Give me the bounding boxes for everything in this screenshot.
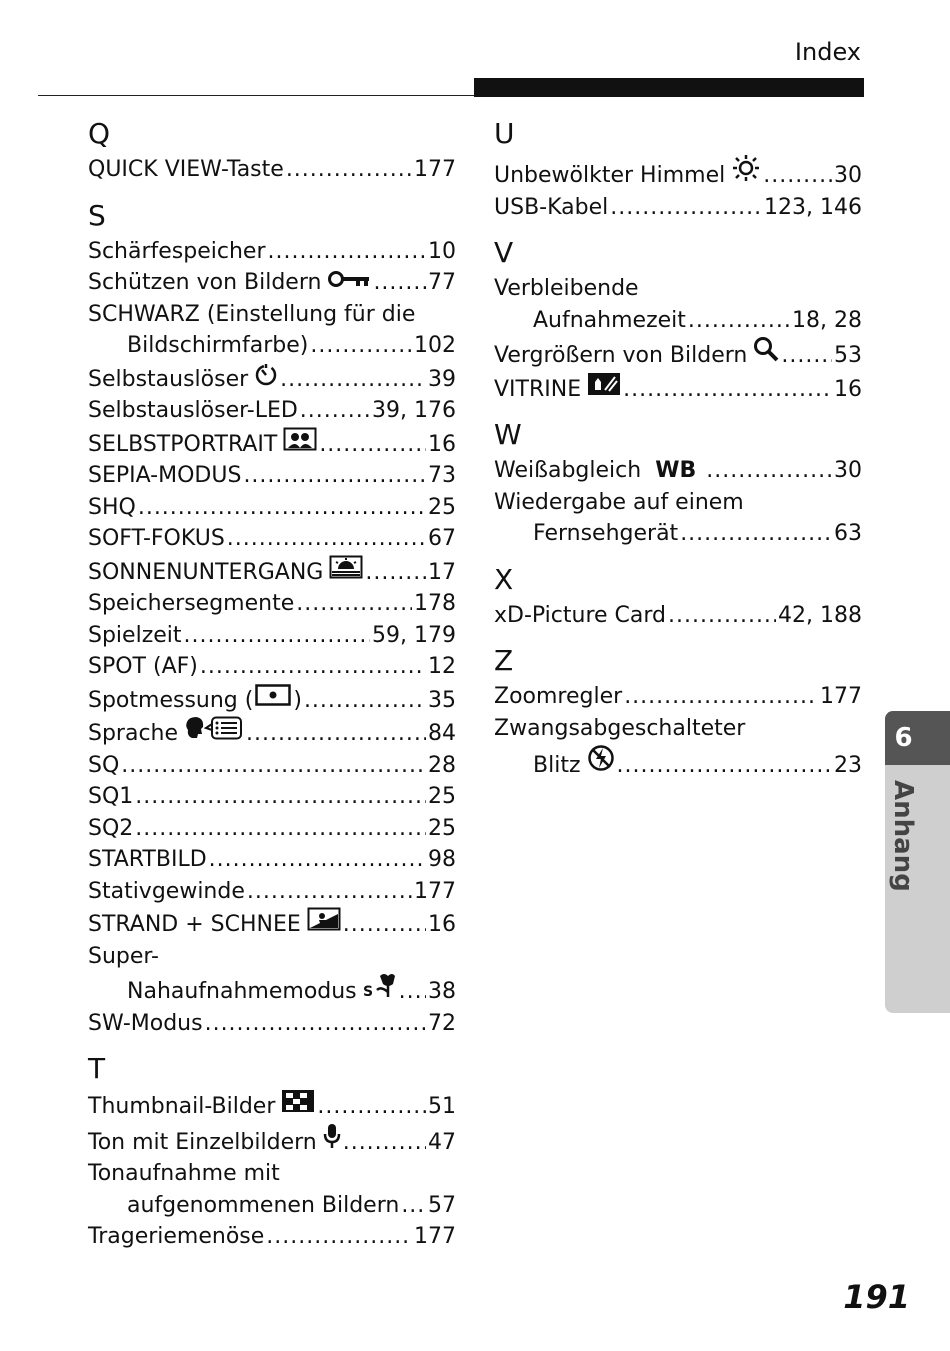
index-term: Spotmessung ( [88, 687, 254, 713]
index-term: Vergrößern von Bildern [494, 343, 748, 368]
index-entry [88, 1008, 456, 1040]
index-term: USB-Kabel [494, 194, 609, 220]
self-timer-icon [254, 362, 278, 386]
index-letter-heading: W [494, 418, 522, 451]
dot-leader [304, 685, 426, 717]
index-page-ref: 39 [428, 366, 456, 392]
dot-leader [121, 750, 426, 782]
index-page-ref: 72 [428, 1010, 456, 1036]
index-term: Tonaufnahme mit [88, 1161, 280, 1186]
thumbnail-icon [281, 1089, 315, 1113]
index-entry [88, 299, 456, 331]
index-letter-heading: Q [88, 117, 111, 150]
dot-leader [286, 154, 412, 186]
index-entry [88, 460, 456, 492]
dot-leader [399, 976, 426, 1008]
index-term: SQ1 [88, 784, 134, 809]
index-term: Weißabgleich [494, 458, 642, 483]
index-section-w [494, 415, 862, 550]
dot-leader [610, 192, 762, 224]
index-term: Schützen von Bildern [88, 270, 322, 295]
index-term: VITRINE [494, 376, 582, 402]
index-entry [494, 192, 862, 224]
index-term: Fernsehgerät [533, 521, 679, 546]
index-page-ref: 57 [428, 1192, 456, 1218]
index-page-ref: 67 [428, 526, 456, 551]
index-page-ref: 63 [834, 521, 862, 546]
index-letter-heading: U [494, 117, 515, 150]
index-term: Speichersegmente [88, 591, 295, 616]
dot-leader [246, 718, 426, 750]
index-letter-heading: X [494, 562, 514, 596]
index-term-suffix: ) [293, 687, 302, 713]
index-page-ref: 53 [834, 343, 862, 368]
index-entry [88, 844, 456, 876]
index-page-ref: 84 [428, 721, 456, 746]
index-section-z [494, 641, 862, 782]
index-term: SHQ [88, 494, 136, 520]
dot-leader [373, 267, 426, 299]
index-entry [88, 750, 456, 782]
index-entry [494, 273, 862, 305]
dot-leader [319, 429, 426, 461]
index-entry [88, 427, 456, 461]
index-term: xD-Picture Card [494, 602, 667, 628]
index-section-u [494, 114, 862, 223]
index-term: Selbstauslöser [88, 366, 249, 392]
index-page-ref: 177 [414, 1224, 456, 1249]
dot-leader [781, 340, 832, 372]
index-entry [88, 876, 456, 908]
index-term: Blitz [533, 753, 581, 778]
index-letter-heading: Z [494, 644, 514, 677]
index-section-t [88, 1049, 456, 1253]
index-entry [88, 1158, 456, 1190]
key-icon [327, 269, 371, 289]
dot-leader [200, 651, 426, 683]
index-term: SQ2 [88, 815, 134, 841]
dot-leader [138, 492, 426, 524]
index-entry [88, 651, 456, 683]
index-page-ref: 35 [428, 687, 456, 713]
super-macro-icon [363, 972, 397, 998]
dot-leader [184, 620, 371, 652]
index-page-ref: 59, 179 [372, 622, 456, 648]
index-term: Spielzeit [88, 622, 182, 648]
dot-leader [280, 364, 426, 396]
language-icon [184, 716, 244, 740]
index-term: aufgenommenen Bildern [127, 1192, 400, 1218]
dot-leader [296, 588, 412, 620]
index-entry [88, 1089, 456, 1123]
dot-leader [668, 600, 776, 632]
svg-text:S: S [362, 984, 373, 998]
index-term: QUICK VIEW-Taste [88, 157, 284, 182]
index-column-left [88, 112, 456, 1263]
index-letter-heading: V [494, 236, 514, 269]
index-term: Ton mit Einzelbildern [88, 1129, 317, 1155]
index-page-ref: 42, 188 [778, 602, 862, 628]
dot-leader [623, 374, 832, 406]
index-term: Unbewölkter Himmel [494, 163, 726, 188]
header-thick-bar [474, 78, 864, 97]
index-entry [88, 588, 456, 620]
index-page-ref: 38 [428, 979, 456, 1004]
index-page-ref: 12 [428, 654, 456, 679]
index-entry [494, 336, 862, 372]
index-term: SQ [88, 752, 120, 778]
dot-leader [243, 460, 426, 492]
index-term: Sprache [88, 721, 179, 746]
index-term: Selbstauslöser-LED [88, 398, 298, 423]
index-entry [88, 492, 456, 524]
dot-leader [205, 1008, 426, 1040]
dot-leader [343, 1127, 426, 1159]
page-header-title: Index [794, 38, 861, 66]
index-entry [88, 972, 456, 1008]
dot-leader [268, 236, 426, 268]
index-term: SCHWARZ (Einstellung für die [88, 301, 416, 327]
index-page-ref: 177 [414, 157, 456, 182]
spot-metering-icon [255, 683, 291, 707]
header-thin-rule [38, 95, 474, 96]
index-entry [88, 362, 456, 396]
flash-off-icon [587, 744, 615, 772]
dot-leader [209, 844, 426, 876]
index-entry [494, 487, 862, 519]
index-entry [88, 1190, 456, 1222]
index-entry [494, 305, 862, 337]
index-entry [88, 1221, 456, 1253]
index-entry [88, 907, 456, 941]
index-page-ref: 16 [428, 912, 456, 937]
index-entry [494, 372, 862, 406]
dot-leader [266, 1221, 412, 1253]
index-page-ref: 178 [414, 591, 456, 616]
index-entry [88, 620, 456, 652]
index-section-q [88, 114, 456, 186]
index-term: STRAND + SCHNEE [88, 912, 301, 937]
index-page-ref: 17 [428, 559, 456, 585]
index-term: Bildschirmfarbe) [127, 333, 309, 358]
sun-icon [731, 154, 761, 182]
beach-snow-icon [307, 907, 341, 931]
dot-leader [317, 1091, 426, 1123]
index-entry [88, 1123, 456, 1159]
dot-leader [680, 518, 832, 550]
index-page-ref: 177 [414, 878, 456, 904]
index-page-ref: 39, 176 [372, 398, 456, 423]
index-term: Nahaufnahmemodus [127, 979, 357, 1004]
index-entry [88, 941, 456, 973]
index-term: SPOT (AF) [88, 654, 198, 679]
index-page-ref: 77 [428, 270, 456, 295]
index-term: SW-Modus [88, 1010, 203, 1036]
index-letter-heading: T [88, 1052, 106, 1085]
index-term: Aufnahmezeit [533, 307, 686, 333]
index-column-right [494, 112, 862, 792]
sunset-icon [329, 555, 363, 579]
index-term: SOFT-FOKUS [88, 526, 225, 551]
dot-leader [763, 160, 832, 192]
dot-leader [300, 395, 370, 427]
index-term: Verbleibende [494, 276, 639, 301]
index-page-ref: 177 [820, 684, 862, 709]
index-term: Thumbnail-Bilder [88, 1094, 276, 1119]
dot-leader [365, 557, 426, 589]
dot-leader [247, 876, 412, 908]
dot-leader [227, 523, 426, 555]
dot-leader [135, 781, 426, 813]
index-term: Super- [88, 943, 159, 969]
index-entry [494, 455, 862, 487]
vitrine-icon [587, 372, 621, 396]
index-entry [88, 716, 456, 750]
index-entry [88, 154, 456, 186]
index-entry [88, 523, 456, 555]
zoom-icon [753, 336, 779, 362]
index-term: SONNENUNTERGANG [88, 559, 324, 585]
index-entry [88, 330, 456, 362]
index-page-ref: 98 [428, 847, 456, 872]
index-term: Stativgewinde [88, 878, 245, 904]
dot-leader [310, 330, 412, 362]
index-term: Wiedergabe auf einem [494, 489, 744, 515]
index-page-ref: 28 [428, 752, 456, 778]
index-page-ref: 25 [428, 784, 456, 809]
index-entry [88, 555, 456, 589]
index-entry [88, 781, 456, 813]
index-page-ref: 25 [428, 815, 456, 841]
index-term: SEPIA-MODUS [88, 463, 242, 488]
index-entry [88, 267, 456, 299]
index-entry [494, 154, 862, 192]
index-term: Trageriemenöse [88, 1224, 265, 1249]
chapter-tab-label: Anhang [888, 780, 918, 892]
white-balance-icon: WB [655, 458, 697, 483]
dot-leader [706, 455, 832, 487]
self-portrait-icon [283, 427, 317, 451]
dot-leader [624, 681, 818, 713]
index-entry [494, 681, 862, 713]
chapter-tab-number: 6 [885, 711, 950, 765]
index-section-s [88, 196, 456, 1040]
index-page-ref: 102 [414, 333, 456, 358]
index-page-ref: 23 [834, 753, 862, 778]
index-page-ref: 10 [428, 238, 456, 264]
index-page-ref: 47 [428, 1129, 456, 1155]
index-section-v [494, 233, 862, 405]
index-page-ref: 25 [428, 494, 456, 520]
dot-leader [617, 750, 833, 782]
index-term: STARTBILD [88, 847, 207, 872]
index-entry [494, 713, 862, 745]
index-term: Zoomregler [494, 684, 623, 709]
index-page-ref: 123, 146 [764, 194, 862, 220]
dot-leader [401, 1190, 426, 1222]
index-entry [494, 744, 862, 782]
index-section-x [494, 560, 862, 632]
index-page-ref: 30 [834, 458, 862, 483]
index-page-ref: 16 [834, 376, 862, 402]
index-page-ref: 73 [428, 463, 456, 488]
index-page-ref: 18, 28 [792, 307, 862, 333]
index-entry [494, 600, 862, 632]
index-entry [88, 395, 456, 427]
index-entry [494, 518, 862, 550]
index-term: Schärfespeicher [88, 238, 266, 264]
index-page-ref: 16 [428, 431, 456, 457]
index-entry [88, 236, 456, 268]
microphone-icon [323, 1123, 341, 1149]
dot-leader [343, 909, 426, 941]
index-page-ref: 51 [428, 1094, 456, 1119]
index-term: Zwangsabgeschalteter [494, 715, 746, 741]
dot-leader [135, 813, 426, 845]
page-number: 191 [843, 1278, 910, 1316]
index-term: SELBSTPORTRAIT [88, 431, 278, 457]
index-page-ref: 30 [834, 163, 862, 188]
index-letter-heading: S [88, 198, 106, 232]
dot-leader [688, 305, 790, 337]
index-entry [88, 683, 456, 717]
index-entry [88, 813, 456, 845]
